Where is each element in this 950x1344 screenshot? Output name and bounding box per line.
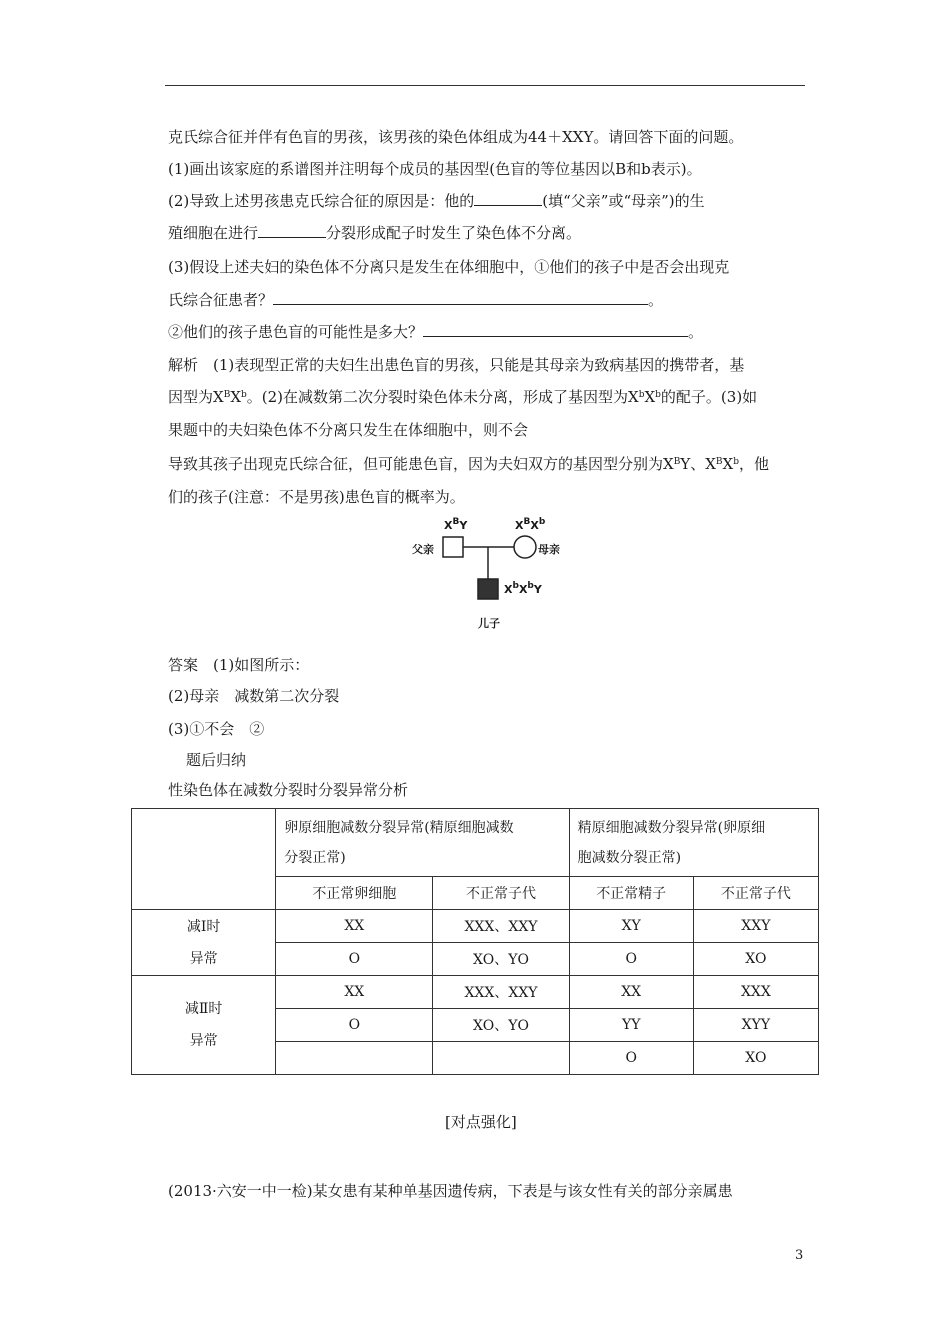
question-1: (1)画出该家庭的系谱图并注明每个成员的基因型(色盲的等位基因以B和b表示)。 <box>168 160 702 178</box>
row-label-meiosis-2: 减Ⅱ时 异常 <box>132 976 276 1075</box>
mother-symbol <box>514 536 536 558</box>
table-subheader: 不正常卵细胞 <box>276 877 433 910</box>
table-cell: O <box>276 1009 433 1042</box>
answer-blank[interactable] <box>258 223 326 238</box>
page-number: 3 <box>795 1248 804 1263</box>
table-subheader: 不正常子代 <box>693 877 818 910</box>
table-cell: XO <box>693 943 818 976</box>
table-cell: XXX、XXY <box>433 910 569 943</box>
table-cell <box>433 1042 569 1075</box>
table-cell: XO、YO <box>433 1009 569 1042</box>
table-cell: XX <box>276 976 433 1009</box>
father-label: 父亲 <box>412 543 434 556</box>
son-symbol <box>478 579 498 599</box>
father-genotype: $X^BY$ <box>444 517 468 532</box>
answer-blank[interactable] <box>273 290 648 305</box>
table-cell: XYY <box>693 1009 818 1042</box>
answer-1: 答案 (1)如图所示： <box>168 656 310 674</box>
row-label-meiosis-1: 减Ⅰ时 异常 <box>132 910 276 976</box>
table-cell: O <box>569 943 693 976</box>
header-rule <box>165 85 805 86</box>
table-header-oocyte: 卵原细胞减数分裂异常(精原细胞减数 分裂正常) <box>276 809 569 877</box>
mother-label: 母亲 <box>538 543 560 556</box>
father-symbol <box>443 537 463 557</box>
question-text: (2013·六安一中一检)某女患有某种单基因遗传病，下表是与该女性有关的部分亲属患 <box>168 1182 733 1200</box>
mother-genotype: $X^BX^b$ <box>515 517 546 532</box>
analysis-line: 因型为$X^BX^b$。(2)在减数第二次分裂时染色体未分离，形成了基因型为$X^bX^b$的配子。(3)如 <box>168 388 758 406</box>
table-title: 性染色体在减数分裂时分裂异常分析 <box>168 781 409 799</box>
table-cell: XXY <box>693 910 818 943</box>
table-cell: XX <box>276 910 433 943</box>
table-cell: XO、YO <box>433 943 569 976</box>
table-cell: XY <box>569 910 693 943</box>
section-heading: [对点强化] <box>445 1113 517 1131</box>
text-line: 克氏综合征并伴有色盲的男孩，该男孩的染色体组成为44＋XXY。请回答下面的问题。 <box>168 128 744 146</box>
analysis-line: 们的孩子(注意：不是男孩)患色盲的概率为。 <box>168 488 465 506</box>
table-cell: YY <box>569 1009 693 1042</box>
table-subheader: 不正常子代 <box>433 877 569 910</box>
meiosis-table <box>131 808 819 1075</box>
table-cell: XXX <box>693 976 818 1009</box>
question-2: (2)导致上述男孩患克氏综合征的原因是：他的 (填“父亲”或“母亲”)的生 <box>168 192 705 210</box>
analysis-line: 解析 (1)表现型正常的夫妇生出患色盲的男孩，只能是其母亲为致病基因的携带者，基 <box>168 356 745 374</box>
answer-2: (2)母亲 减数第二次分裂 <box>168 687 340 705</box>
answer-blank[interactable] <box>474 191 542 206</box>
son-label: 儿子 <box>478 617 500 630</box>
table-corner <box>132 809 276 910</box>
question-3-part2: ②他们的孩子患色盲的可能性是多大？ 。 <box>168 323 704 341</box>
table-cell: O <box>569 1042 693 1075</box>
question-3: (3)假设上述夫妇的染色体不分离只是发生在体细胞中，①他们的孩子中是否会出现克 <box>168 258 730 276</box>
analysis-line: 果题中的夫妇染色体不分离只发生在体细胞中，则不会 <box>168 421 529 439</box>
pedigree-diagram <box>400 515 570 635</box>
analysis-line: 导致其孩子出现克氏综合征，但可能患色盲，因为夫妇双方的基因型分别为$X^BY$、$X^BX^b$，他 <box>168 455 769 473</box>
table-cell: XO <box>693 1042 818 1075</box>
answer-3: (3)①不会 ② <box>168 720 265 738</box>
answer-blank[interactable] <box>423 322 688 337</box>
table-cell: O <box>276 943 433 976</box>
table-cell: XX <box>569 976 693 1009</box>
table-header-sperm: 精原细胞减数分裂异常(卵原细 胞减数分裂正常) <box>569 809 818 877</box>
summary-heading: 题后归纳 <box>186 751 247 769</box>
table-cell <box>276 1042 433 1075</box>
table-subheader: 不正常精子 <box>569 877 693 910</box>
table-cell: XXX、XXY <box>433 976 569 1009</box>
question-3-cont: 氏综合征患者？ 。 <box>168 291 664 309</box>
question-2-cont: 殖细胞在进行 分裂形成配子时发生了染色体不分离。 <box>168 224 582 242</box>
son-genotype: $X^bX^bY$ <box>504 581 542 596</box>
